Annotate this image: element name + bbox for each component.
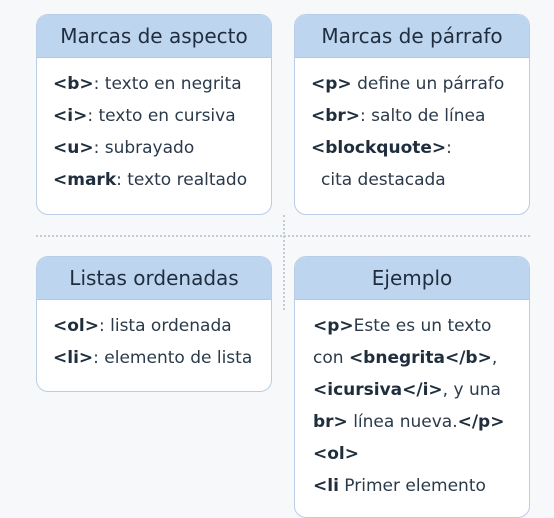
list-item: <li>: elemento de lista: [53, 348, 253, 368]
divider: [283, 215, 285, 310]
list-item: <br>: salto de línea: [311, 106, 486, 126]
list-item: cita destacada: [321, 170, 446, 190]
card-listas-ordenadas: [36, 256, 272, 392]
code-line: con <bnegrita</b>,: [313, 348, 498, 368]
card-title: Ejemplo: [295, 257, 529, 300]
code-line: br> línea nueva.</p>: [313, 412, 505, 432]
code-line: <icursiva</i>, y una: [313, 380, 501, 400]
list-item: <blockquote>:: [311, 138, 452, 158]
code-line: <p>Este es un texto: [313, 316, 492, 336]
card-ejemplo: [294, 256, 530, 518]
list-item: <mark: texto realtado: [53, 170, 248, 190]
card-title: Marcas de aspecto: [37, 15, 271, 58]
list-item: <u>: subrayado: [53, 138, 195, 158]
list-item: <b>: texto en negrita: [53, 74, 242, 94]
code-line: <li Primer elemento: [313, 476, 486, 496]
card-title: Marcas de párrafo: [295, 15, 529, 58]
card-marcas-aspecto: [36, 14, 272, 215]
list-item: <i>: texto en cursiva: [53, 106, 236, 126]
list-item: <ol>: lista ordenada: [53, 316, 232, 336]
card-title: Listas ordenadas: [37, 257, 271, 300]
list-item: <p> define un párrafo: [311, 74, 505, 94]
code-line: <ol>: [313, 444, 359, 464]
card-marcas-parrafo: [294, 14, 530, 215]
